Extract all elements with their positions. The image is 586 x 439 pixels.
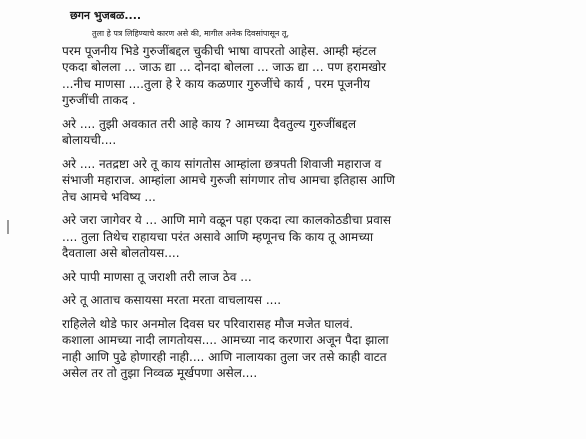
paragraph-line: अरे पापी माणसा तू जराशी तरी लाज ठेव ...: [62, 269, 252, 284]
paragraph-line: कशाला आमच्या नादी लागतोयस.... आमच्या नाद करणारा अजून पैदा झाला: [62, 333, 389, 347]
letter-paragraph-4: [62, 212, 572, 262]
paragraph-line: तेच आमचे भविष्य ...: [62, 189, 156, 204]
paragraph-line: ...नीच माणसा ....तुला हे रे काय कळणार गुरुजींचे कार्य , परम पूजनीय: [62, 76, 370, 91]
paragraph-line: अरे .... तुझी अवकात तरी आहे काय ? आमच्या दैवतुल्य गुरुजींबद्दल: [62, 116, 356, 131]
letter-greeting: छगन भुजबळ....: [70, 9, 142, 22]
paragraph-line: .... तुला तिथेच राहायचा परंत असावे आणि म्हणूनच कि काय तू आमच्या: [62, 229, 374, 244]
page-edge-mark: [7, 220, 9, 234]
paragraph-line: अरे जरा जागेवर ये ... आणि मागे वळून पहा एकदा त्या कालकोठडीचा प्रवास: [62, 213, 391, 227]
paragraph-line: अरे तू आताच कसायसा मरता मरता वाचलायस ....: [62, 293, 282, 307]
paragraph-line: दैवताला असे बोलतोयस....: [62, 246, 180, 260]
letter-paragraph-6: [62, 292, 572, 309]
paragraph-line: परम पूजनीय भिडे गुरुजींबद्दल चुकीची भाषा वापरतो आहेस. आम्ही म्हंटल: [62, 43, 377, 58]
paragraph-line: गुरुजींची ताकद .: [62, 93, 136, 107]
letter-paragraph-7: [62, 316, 572, 382]
paragraph-line: तुला हे पत्र लिहिण्याचे कारण असे की, मागील अनेक दिवसांपासून तू,: [92, 29, 290, 38]
paragraph-line: संभाजी महाराज. आम्हांला आमचे गुरुजी सांगणार तोच आमचा इतिहास आणि: [62, 173, 395, 187]
paragraph-line: अरे .... नतद्रष्टा अरे तू काय सांगतोस आम्हांला छत्रपती शिवाजी महाराज व: [62, 156, 382, 171]
letter-body: [62, 8, 572, 389]
letter-paragraph-2: [62, 116, 572, 149]
paragraph-line: राहिलेले थोडे फार अनमोल दिवस घर परिवारासह मौज मजेत घालवं.: [62, 316, 354, 331]
paragraph-line: बोलायची....: [62, 133, 117, 147]
letter-paragraph-3: [62, 156, 572, 206]
letter-paragraph-1: [62, 26, 572, 109]
paragraph-line: असेल तर तो तुझा निव्वळ मूर्खपणा असेल....: [62, 366, 258, 380]
paragraph-line: नाही आणि पुढे होणारही नाही.... आणि नालायका तुला जर तसे काही वाटत: [62, 349, 387, 364]
paragraph-line: एकदा बोलला ... जाऊ द्या ... दोनदा बोलला ... जाऊ द्या ... पण हरामखोर: [62, 60, 387, 74]
letter-paragraph-5: [62, 269, 572, 286]
